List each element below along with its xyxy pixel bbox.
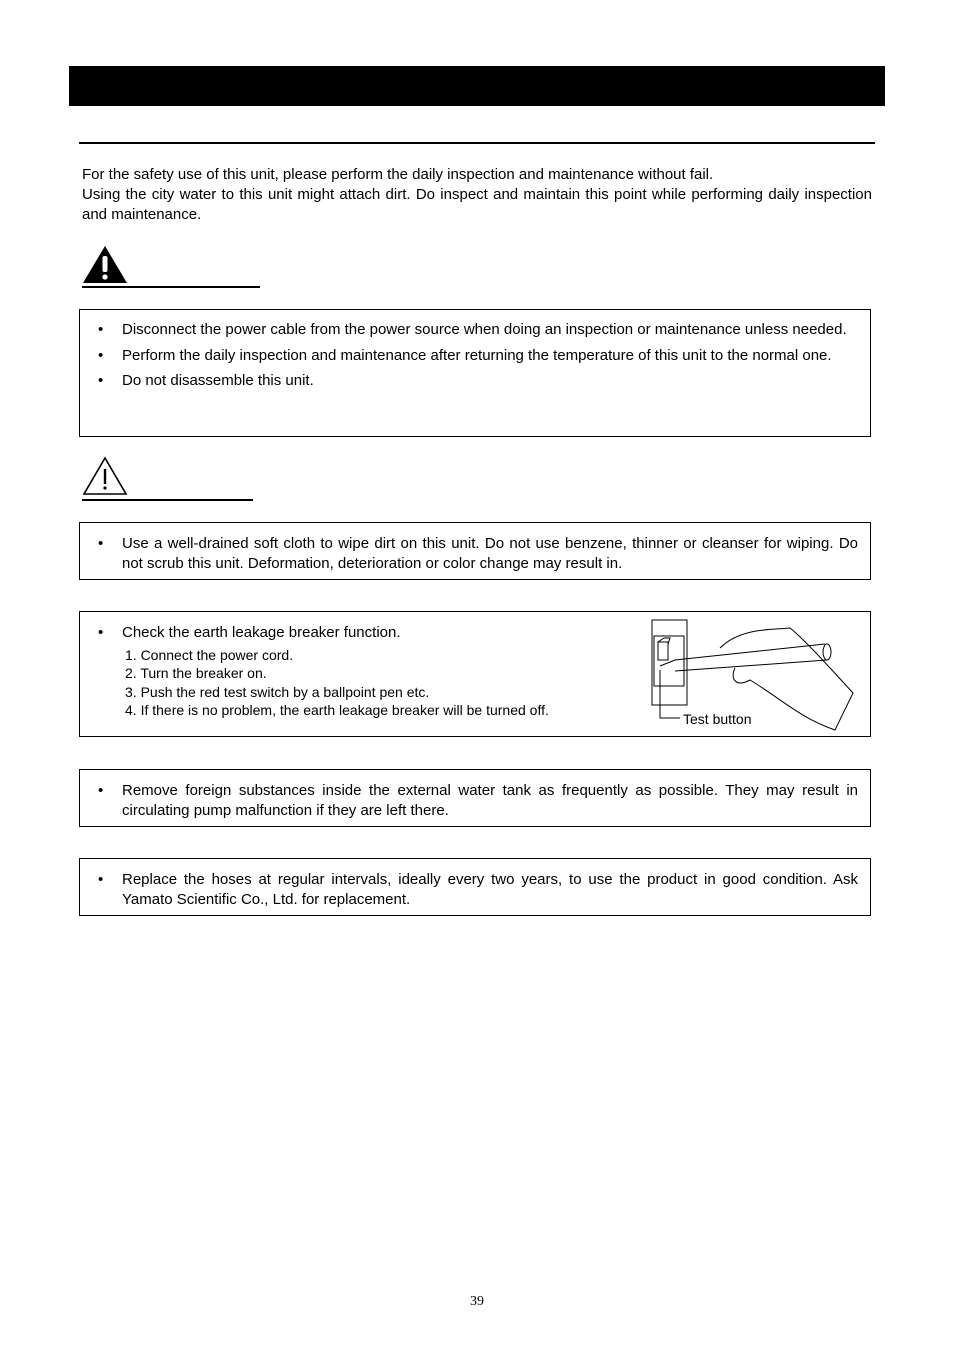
step: 4. If there is no problem, the earth leakage breaker will be turned off.: [125, 702, 549, 718]
chapter-title-bar: [69, 66, 885, 106]
list-item: • Check the earth leakage breaker function.: [98, 624, 401, 641]
step: 1. Connect the power cord.: [125, 646, 294, 663]
figure-label: Test button: [683, 711, 752, 727]
warning-heading-underline: [82, 286, 260, 288]
intro-line: Using the city water to this unit might attach dirt. Do inspect and maintain this point while performing daily inspection and maintenance.: [82, 186, 872, 223]
list-item: • Disconnect the power cable from the power source when doing an inspection or maintenance unless needed.: [98, 321, 847, 338]
page-number: 39: [470, 1294, 484, 1309]
list-item: • Perform the daily inspection and maintenance after returning the temperature of this unit to the normal one.: [98, 346, 832, 364]
step: 3. Push the red test switch by a ballpoint pen etc.: [125, 683, 430, 700]
caution-heading-underline: [82, 499, 253, 501]
intro-text: [82, 165, 872, 225]
tank-box: [79, 769, 871, 827]
list-item: • Remove foreign substances inside the external water tank as frequently as possible. They may result in circulating pump malfunction if they are left there.: [98, 782, 858, 819]
test-button-illustration: [640, 618, 870, 733]
breaker-box: [79, 611, 871, 737]
list-item: • Use a well-drained soft cloth to wipe dirt on this unit. Do not use benzene, thinner or cleanser for wiping. Do not scrub this unit. Deformation, deterioration or color change may result in.: [98, 535, 858, 572]
list-item: • Do not disassemble this unit.: [98, 372, 314, 389]
caution-box: [79, 522, 871, 580]
warning-box: [79, 309, 871, 437]
caution-icon: [82, 456, 128, 496]
list-item: • Replace the hoses at regular intervals, ideally every two years, to use the product in good condition. Ask Yamato Scientific Co., Ltd. for replacement.: [98, 871, 858, 908]
section-heading-rule: [79, 142, 875, 144]
step: 2. Turn the breaker on.: [125, 665, 267, 681]
hoses-box: [79, 858, 871, 916]
warning-icon: [82, 244, 128, 284]
intro-line: For the safety use of this unit, please perform the daily inspection and maintenance without fail.: [82, 166, 714, 183]
